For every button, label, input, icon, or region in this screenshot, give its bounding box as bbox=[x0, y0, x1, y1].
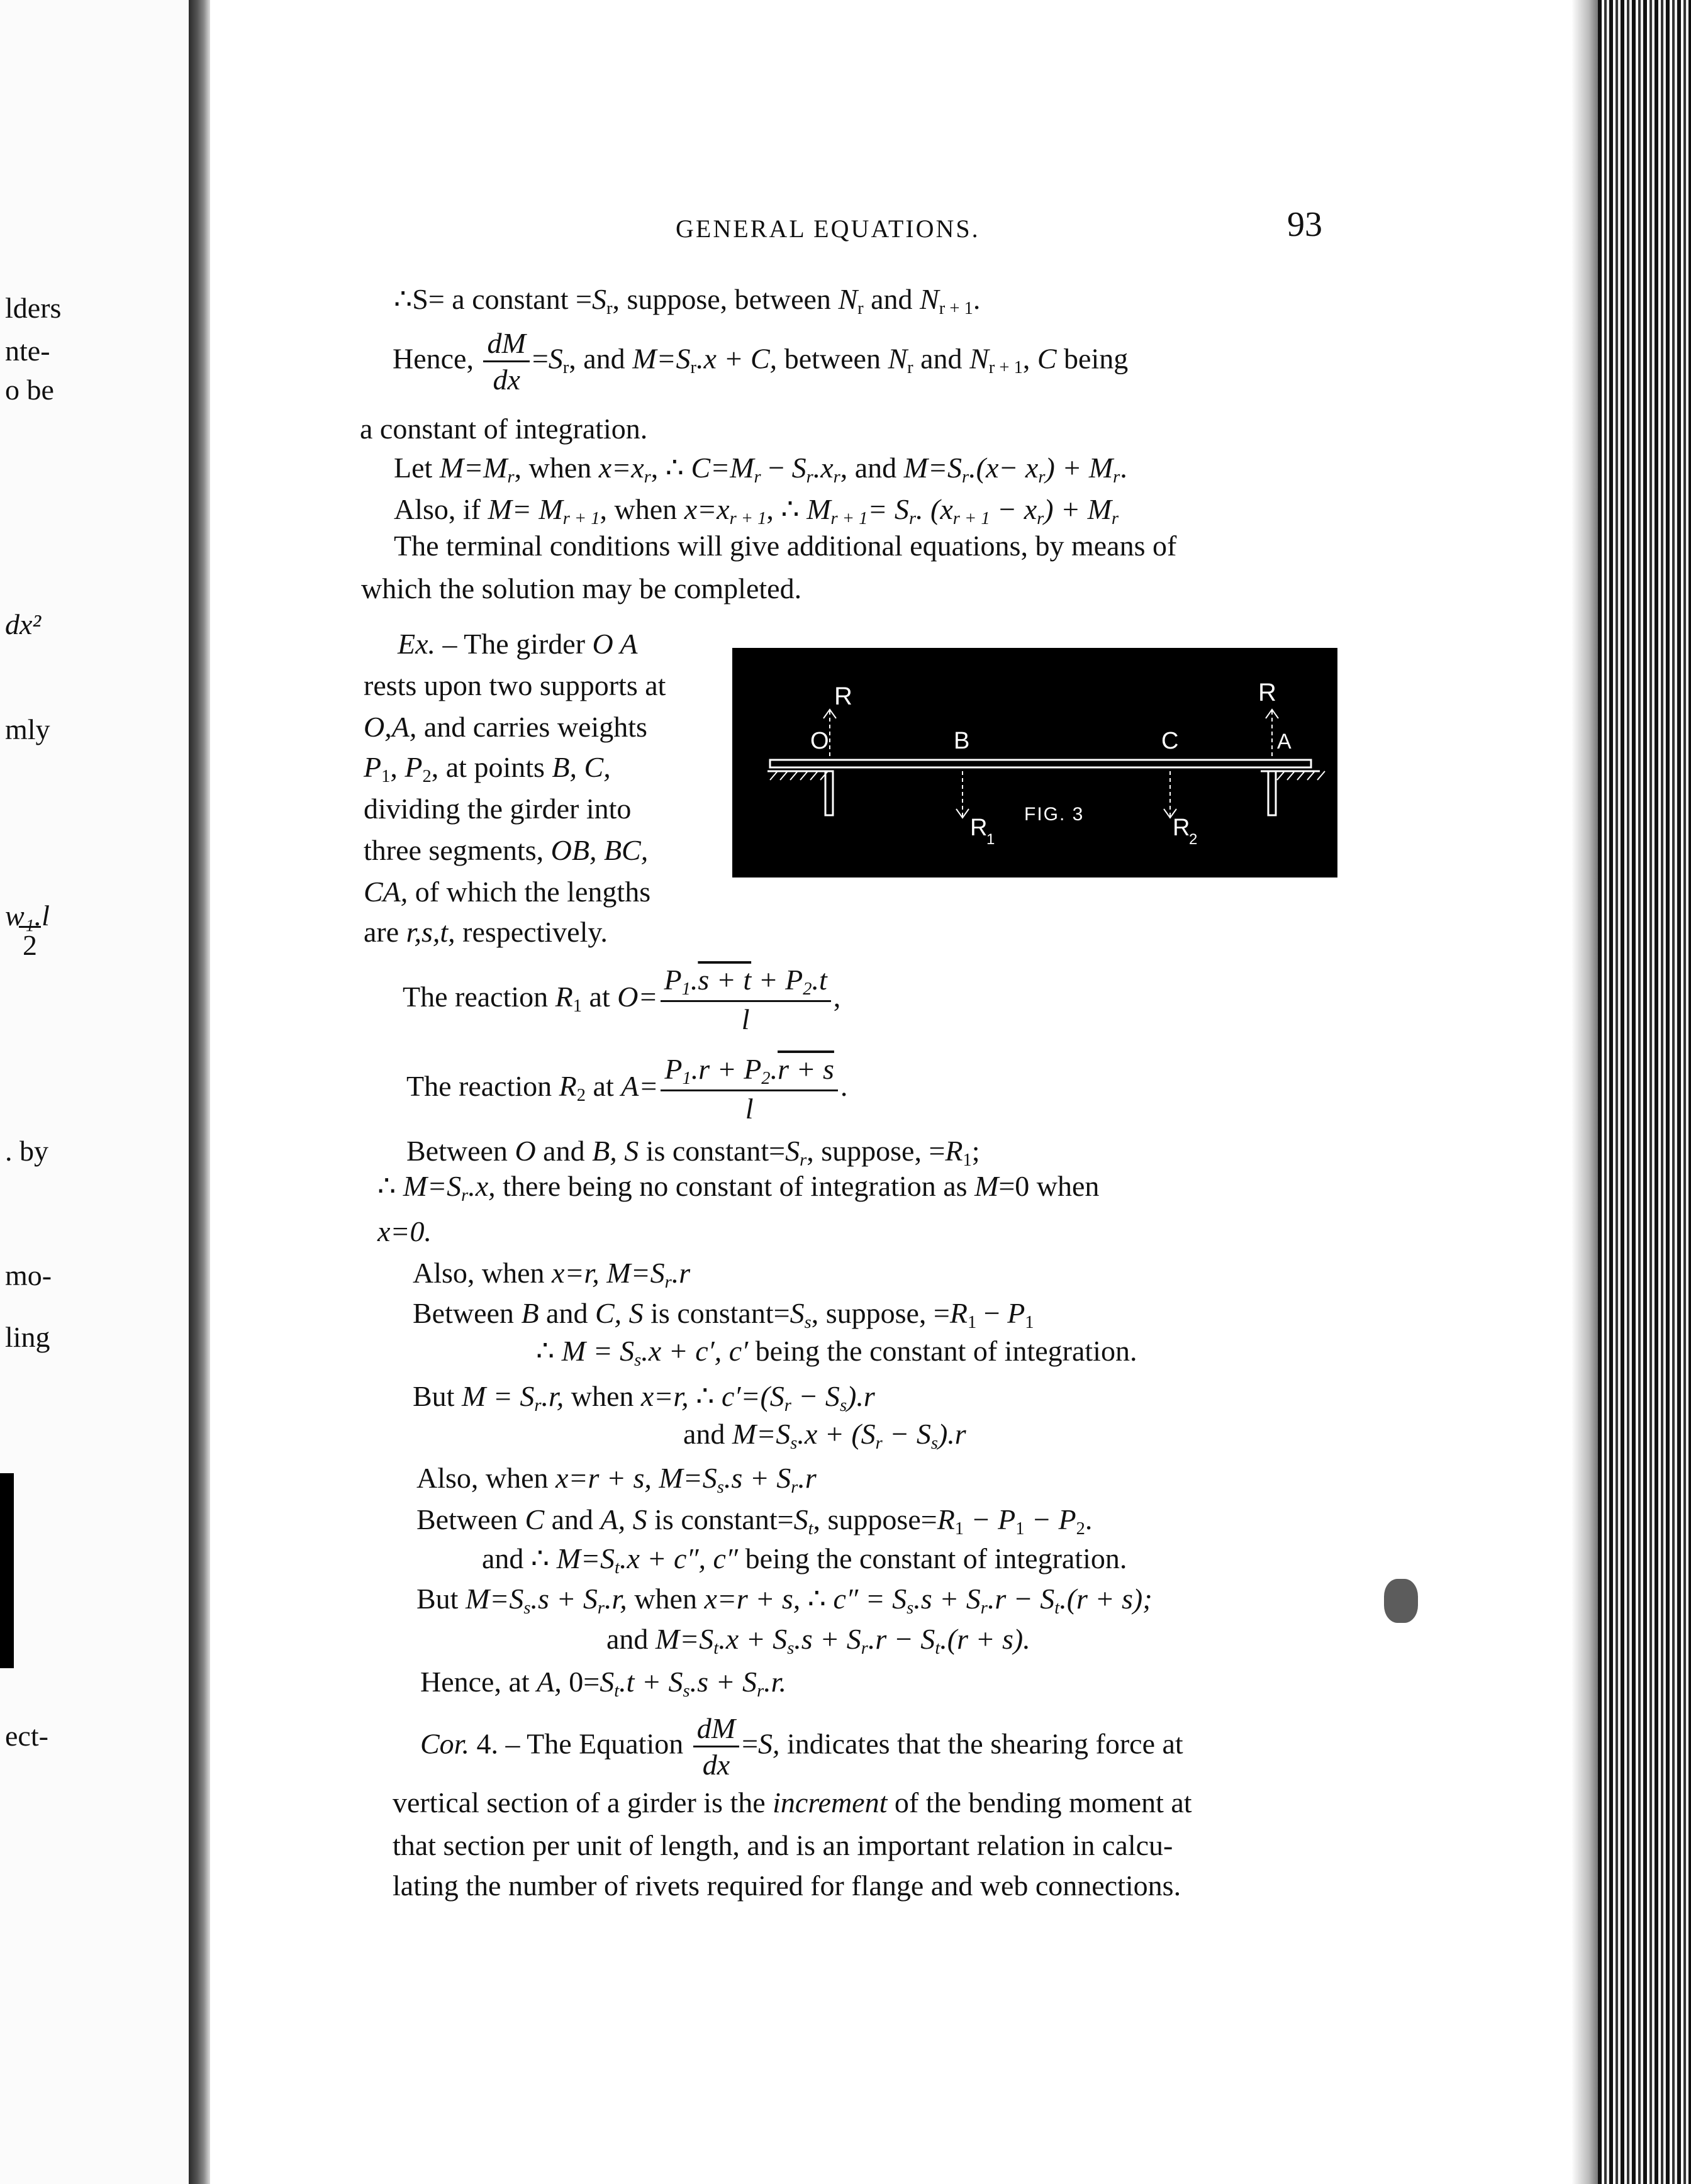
corollary-line: vertical section of a girder is the increment of the bending moment at bbox=[393, 1786, 1192, 1819]
label-point-a: A bbox=[1277, 730, 1292, 754]
text-line: Hence, at A, $0=S_t.t + S_s.s + S_r.r$. bbox=[420, 1666, 786, 1701]
girder-beam bbox=[770, 760, 1311, 767]
ink-blot bbox=[1384, 1579, 1418, 1623]
hatching-right bbox=[1277, 771, 1325, 780]
text-line: Let $M=M_r$, when $x=x_r$, ∴ $C=M_r - S_r.x_r$, and $M=S_r.(x- x_r) + M_r$. bbox=[394, 452, 1127, 487]
label-load-r1: R bbox=[970, 815, 988, 841]
support-right bbox=[1268, 771, 1276, 815]
text-line: which the solution may be completed. bbox=[361, 572, 802, 604]
example-line: $P_1$, $P_2$, at points B, C, bbox=[364, 751, 611, 786]
label-load-r2-sub: 2 bbox=[1189, 831, 1198, 848]
example-line: rests upon two supports at bbox=[364, 669, 666, 701]
facing-page-fragment: mo- bbox=[5, 1259, 52, 1291]
text-line: Between B and C, S is $constant=S_s$, suppose, $=R_1 - P_1$ bbox=[413, 1297, 1034, 1332]
facing-page-fragment: ect- bbox=[5, 1720, 48, 1752]
text-line: a constant of integration. bbox=[360, 413, 648, 445]
text-line: and ∴ $M=S_t.x + c''$, c″ being the constant of integration. bbox=[482, 1542, 1127, 1578]
corollary-line: lating the number of rivets required for flange and web connections. bbox=[393, 1869, 1181, 1902]
label-point-c: C bbox=[1161, 728, 1179, 754]
facing-page-fragment: nte- bbox=[5, 335, 50, 367]
page-number: 93 bbox=[1287, 205, 1322, 244]
facing-page-margin bbox=[0, 0, 189, 2184]
facing-page-fragment: . by bbox=[5, 1135, 48, 1167]
book-gutter bbox=[189, 0, 210, 2184]
text-line: But $M=S_s.s + S_r.r$, when x=r + s, ∴ $c'' = S_s.s + S_r.r - S_t.(r + s)$; bbox=[416, 1583, 1152, 1618]
text-line: Also, if $M= M_{r + 1}$, when $x=x_{r + 1}$, ∴ $M_{r + 1}= S_r$. $(x_{r + 1} - x_r) + M_r$ bbox=[394, 493, 1119, 528]
corollary-line: that section per unit of length, and is an important relation in calcu- bbox=[393, 1829, 1173, 1861]
label-reaction-left: R bbox=[834, 682, 852, 710]
facing-page-fragment: mly bbox=[5, 713, 50, 745]
running-head: GENERAL EQUATIONS. bbox=[676, 214, 980, 243]
label-reaction-right: R bbox=[1258, 679, 1276, 706]
text-line: and $M=S_t.x + S_s.s + S_r.r - S_t.(r + s)$. bbox=[606, 1623, 1030, 1658]
facing-page-fragment: 2 bbox=[19, 926, 41, 962]
text-line: Between C and A, S is $constant=S_t$, $suppose=R_1 - P_1 - P_2$. bbox=[416, 1503, 1093, 1539]
text-line: and $M=S_s.x + (S_r - S_s).r$ bbox=[683, 1418, 966, 1453]
facing-page-fragment: o be bbox=[5, 374, 54, 406]
text-line: Between O and B, S is $constant=S_r$, suppose, $=R_1$; bbox=[406, 1135, 980, 1170]
text-line: ∴ $M=S_r.x$, there being no constant of integration as M=0 when bbox=[377, 1170, 1100, 1205]
example-line: CA, of which the lengths bbox=[364, 876, 651, 908]
corollary-line: Cor. 4. – The Equation $\frac{dM}{dx}$ =S, indicates that the shearing force at bbox=[420, 1712, 1183, 1781]
text-line: Hence, $\frac{dM}{dx}$ $=S_r$, and $M=S_r.x + C$, between $N_r$ and $N_{r + 1}$, C being bbox=[393, 326, 1128, 397]
label-load-r2: R bbox=[1173, 815, 1190, 841]
text-line: ∴ $M = S_s.x + c'$, c′ being the constant of integration. bbox=[536, 1335, 1137, 1370]
facing-page-fragment: ling bbox=[5, 1321, 50, 1353]
label-figure-caption: FIG. 3 bbox=[1024, 804, 1085, 825]
text-line: ∴S= a constant $=S_r$, suppose, between $N_r$ and $N_{r + 1}$. bbox=[394, 283, 981, 318]
girder-figure bbox=[732, 648, 1337, 878]
girder-diagram bbox=[732, 648, 1337, 878]
page-edge-shade bbox=[1571, 0, 1600, 2184]
text-line: x=0. bbox=[377, 1215, 432, 1247]
example-line: Ex. – The girder O A bbox=[398, 628, 638, 660]
example-line: O,A, and carries weights bbox=[364, 711, 647, 743]
example-line: are r,s,t, respectively. bbox=[364, 916, 608, 948]
facing-page-fragment: lders bbox=[5, 292, 62, 324]
facing-page-fragment: w₁.l bbox=[5, 900, 50, 932]
derivative-fraction: $\frac{dM}{dx}$ bbox=[483, 326, 529, 397]
label-point-b: B bbox=[954, 728, 970, 754]
reaction-r2-formula: The reaction $R_2$ at A= $\frac{P_1.r + P_2.r + s}{l}$ . bbox=[406, 1053, 848, 1125]
text-line: But $M = S_r.r$, when x=r, ∴ $c'=(S_r - S_s).r$ bbox=[413, 1380, 875, 1415]
facing-page-fragment: dx² bbox=[5, 608, 42, 640]
text-line: Also, when x=r + s, $M=S_s.s + S_r.r$ bbox=[416, 1462, 817, 1497]
facing-page-figure-fragment bbox=[0, 1473, 14, 1668]
hatching-left bbox=[770, 771, 828, 780]
reaction-r1-formula: The reaction $R_1$ at O= $\frac{P_1.s + t + P_2.t}{l}$ , bbox=[403, 964, 841, 1036]
example-line: dividing the girder into bbox=[364, 793, 632, 825]
support-left bbox=[825, 771, 833, 815]
page-edge-stack bbox=[1598, 0, 1691, 2184]
label-load-r1-sub: 1 bbox=[986, 831, 995, 848]
example-line: three segments, OB, BC, bbox=[364, 834, 649, 866]
text-line: The terminal conditions will give additional equations, by means of bbox=[394, 530, 1177, 562]
text-line: Also, when x=r, $M=S_r.r$ bbox=[413, 1257, 691, 1292]
label-point-o: O bbox=[810, 728, 829, 754]
